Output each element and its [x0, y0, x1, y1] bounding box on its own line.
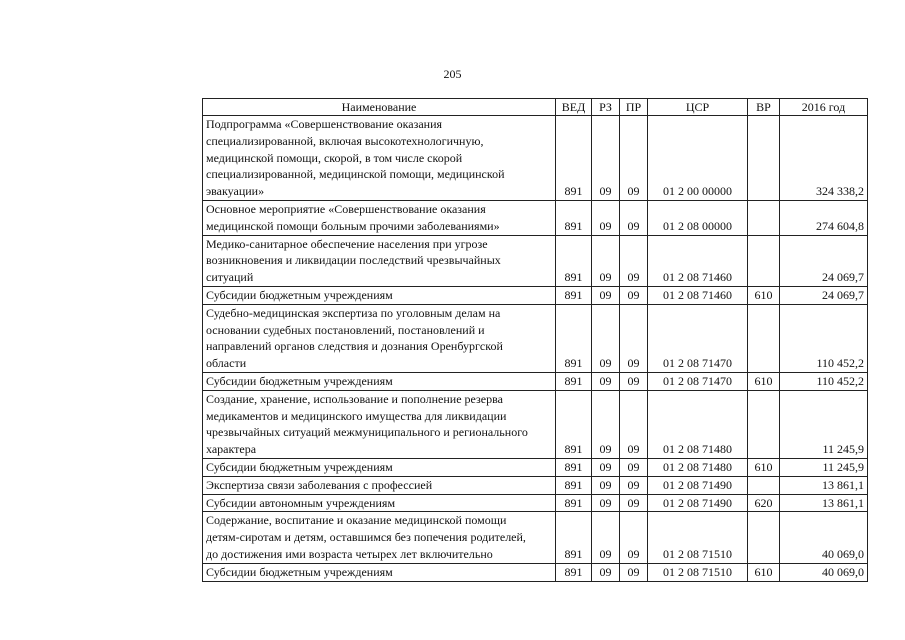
row-rz: 09: [592, 494, 620, 512]
row-name-line: Судебно-медицинская экспертиза по уголовным делам на: [206, 305, 501, 320]
row-pr: 09: [620, 458, 648, 476]
row-amount: 13 861,1: [780, 494, 868, 512]
row-rz: 09: [592, 563, 620, 581]
row-name: [203, 390, 556, 458]
row-pr: 09: [620, 390, 648, 458]
row-ved: 891: [556, 116, 592, 201]
header-csr: ЦСР: [648, 99, 748, 116]
row-amount: 40 069,0: [780, 512, 868, 563]
row-vr: [748, 116, 780, 201]
row-csr: 01 2 08 71470: [648, 372, 748, 390]
row-csr: 01 2 08 71510: [648, 563, 748, 581]
row-amount: 110 452,2: [780, 372, 868, 390]
row-vr: [748, 476, 780, 494]
row-name-line: Подпрограмма «Совершенствование оказания: [206, 117, 443, 131]
table-row: [203, 200, 868, 235]
row-name-line: специализированной, включая высокотехнологичную,: [206, 133, 484, 148]
row-rz: 09: [592, 390, 620, 458]
header-rz: РЗ: [592, 99, 620, 116]
header-amount: 2016 год: [780, 99, 868, 116]
row-ved: 891: [556, 476, 592, 494]
row-name-line: специализированной, медицинской помощи, медицинской: [206, 167, 505, 182]
row-ved: 891: [556, 304, 592, 372]
table-header-row: [203, 99, 868, 116]
row-vr: 610: [748, 563, 780, 581]
header-vr: ВР: [748, 99, 780, 116]
row-name-line: Основное мероприятие «Совершенствование оказания: [206, 201, 486, 216]
row-name-line: Субсидии бюджетным учреждениям: [206, 373, 393, 388]
row-vr: [748, 304, 780, 372]
row-csr: 01 2 00 00000: [648, 116, 748, 201]
row-csr: 01 2 08 00000: [648, 200, 748, 235]
row-name-line: характера: [206, 442, 257, 457]
row-pr: 09: [620, 286, 648, 304]
row-name: [203, 563, 556, 581]
table-row: [203, 476, 868, 494]
row-vr: 610: [748, 286, 780, 304]
row-name: [203, 494, 556, 512]
row-ved: 891: [556, 512, 592, 563]
header-pr: ПР: [620, 99, 648, 116]
row-amount: 11 245,9: [780, 390, 868, 458]
header-ved: ВЕД: [556, 99, 592, 116]
row-name-line: Субсидии бюджетным учреждениям: [206, 564, 393, 579]
row-vr: [748, 200, 780, 235]
row-name: [203, 235, 556, 286]
row-pr: 09: [620, 200, 648, 235]
table-row: [203, 286, 868, 304]
row-pr: 09: [620, 372, 648, 390]
row-rz: 09: [592, 286, 620, 304]
row-name-line: Создание, хранение, использование и пополнение резерва: [206, 391, 503, 406]
row-ved: 891: [556, 458, 592, 476]
row-rz: 09: [592, 512, 620, 563]
page-number: 205: [443, 67, 462, 81]
row-rz: 09: [592, 458, 620, 476]
row-amount: 110 452,2: [780, 304, 868, 372]
row-rz: 09: [592, 235, 620, 286]
budget-table: [202, 98, 868, 582]
row-rz: 09: [592, 200, 620, 235]
row-csr: 01 2 08 71470: [648, 304, 748, 372]
row-ved: 891: [556, 200, 592, 235]
table-row: [203, 563, 868, 581]
row-name-line: детям-сиротам и детям, оставшимся без попечения родителей,: [206, 530, 526, 545]
row-ved: 891: [556, 235, 592, 286]
row-ved: 891: [556, 494, 592, 512]
row-vr: 610: [748, 372, 780, 390]
row-name: [203, 512, 556, 563]
table-row: [203, 512, 868, 563]
row-name: [203, 476, 556, 494]
row-name-line: Субсидии бюджетным учреждениям: [206, 459, 393, 474]
row-name-line: эвакуации»: [206, 184, 265, 199]
row-vr: [748, 235, 780, 286]
header-name: Наименование: [203, 99, 556, 116]
row-name: [203, 458, 556, 476]
table-row: [203, 390, 868, 458]
table-row: [203, 458, 868, 476]
row-pr: 09: [620, 494, 648, 512]
row-name-line: медицинской помощи, скорой, в том числе скорой: [206, 150, 463, 165]
row-rz: 09: [592, 304, 620, 372]
row-rz: 09: [592, 372, 620, 390]
table-row: [203, 116, 868, 201]
row-name-line: до достижения ими возраста четырех лет включительно: [206, 546, 493, 561]
row-vr: [748, 390, 780, 458]
row-rz: 09: [592, 476, 620, 494]
row-name-line: ситуаций: [206, 270, 254, 285]
row-name-line: области: [206, 356, 247, 371]
row-csr: 01 2 08 71480: [648, 458, 748, 476]
row-csr: 01 2 08 71490: [648, 476, 748, 494]
row-name: [203, 304, 556, 372]
row-vr: 620: [748, 494, 780, 512]
row-name-line: возникновения и ликвидации последствий чрезвычайных: [206, 253, 501, 268]
row-vr: [748, 512, 780, 563]
row-amount: 13 861,1: [780, 476, 868, 494]
row-name-line: направлений органов следствия и дознания Оренбургской: [206, 339, 503, 354]
row-name: [203, 372, 556, 390]
table-row: [203, 372, 868, 390]
row-pr: 09: [620, 512, 648, 563]
row-amount: 11 245,9: [780, 458, 868, 476]
row-csr: 01 2 08 71490: [648, 494, 748, 512]
row-ved: 891: [556, 563, 592, 581]
row-csr: 01 2 08 71460: [648, 286, 748, 304]
row-name: [203, 200, 556, 235]
row-ved: 891: [556, 390, 592, 458]
row-amount: 274 604,8: [780, 200, 868, 235]
row-name-line: Медико-санитарное обеспечение населения при угрозе: [206, 236, 488, 251]
row-name-line: медицинской помощи больным прочими заболеваниями»: [206, 218, 500, 233]
row-ved: 891: [556, 286, 592, 304]
row-csr: 01 2 08 71480: [648, 390, 748, 458]
row-rz: 09: [592, 116, 620, 201]
row-vr: 610: [748, 458, 780, 476]
row-csr: 01 2 08 71460: [648, 235, 748, 286]
row-pr: 09: [620, 476, 648, 494]
row-name-line: Экспертиза связи заболевания с профессией: [206, 477, 433, 492]
row-name-line: Субсидии бюджетным учреждениям: [206, 287, 393, 302]
row-name-line: медикаментов и медицинского имущества для ликвидации: [206, 408, 507, 423]
row-amount: 24 069,7: [780, 235, 868, 286]
table-row: [203, 494, 868, 512]
row-name-line: чрезвычайных ситуаций межмуниципального и регионального: [206, 425, 528, 440]
row-pr: 09: [620, 235, 648, 286]
row-name-line: основании судебных постановлений, постановлений и: [206, 322, 485, 337]
row-amount: 324 338,2: [780, 116, 868, 201]
row-amount: 40 069,0: [780, 563, 868, 581]
table-row: [203, 304, 868, 372]
row-amount: 24 069,7: [780, 286, 868, 304]
row-pr: 09: [620, 563, 648, 581]
table-body: [203, 116, 868, 582]
row-pr: 09: [620, 116, 648, 201]
row-name: [203, 286, 556, 304]
row-ved: 891: [556, 372, 592, 390]
row-name: [203, 116, 556, 201]
row-name-line: Субсидии автономным учреждениям: [206, 495, 396, 510]
row-pr: 09: [620, 304, 648, 372]
row-csr: 01 2 08 71510: [648, 512, 748, 563]
table-row: [203, 235, 868, 286]
row-name-line: Содержание, воспитание и оказание медицинской помощи: [206, 513, 507, 528]
